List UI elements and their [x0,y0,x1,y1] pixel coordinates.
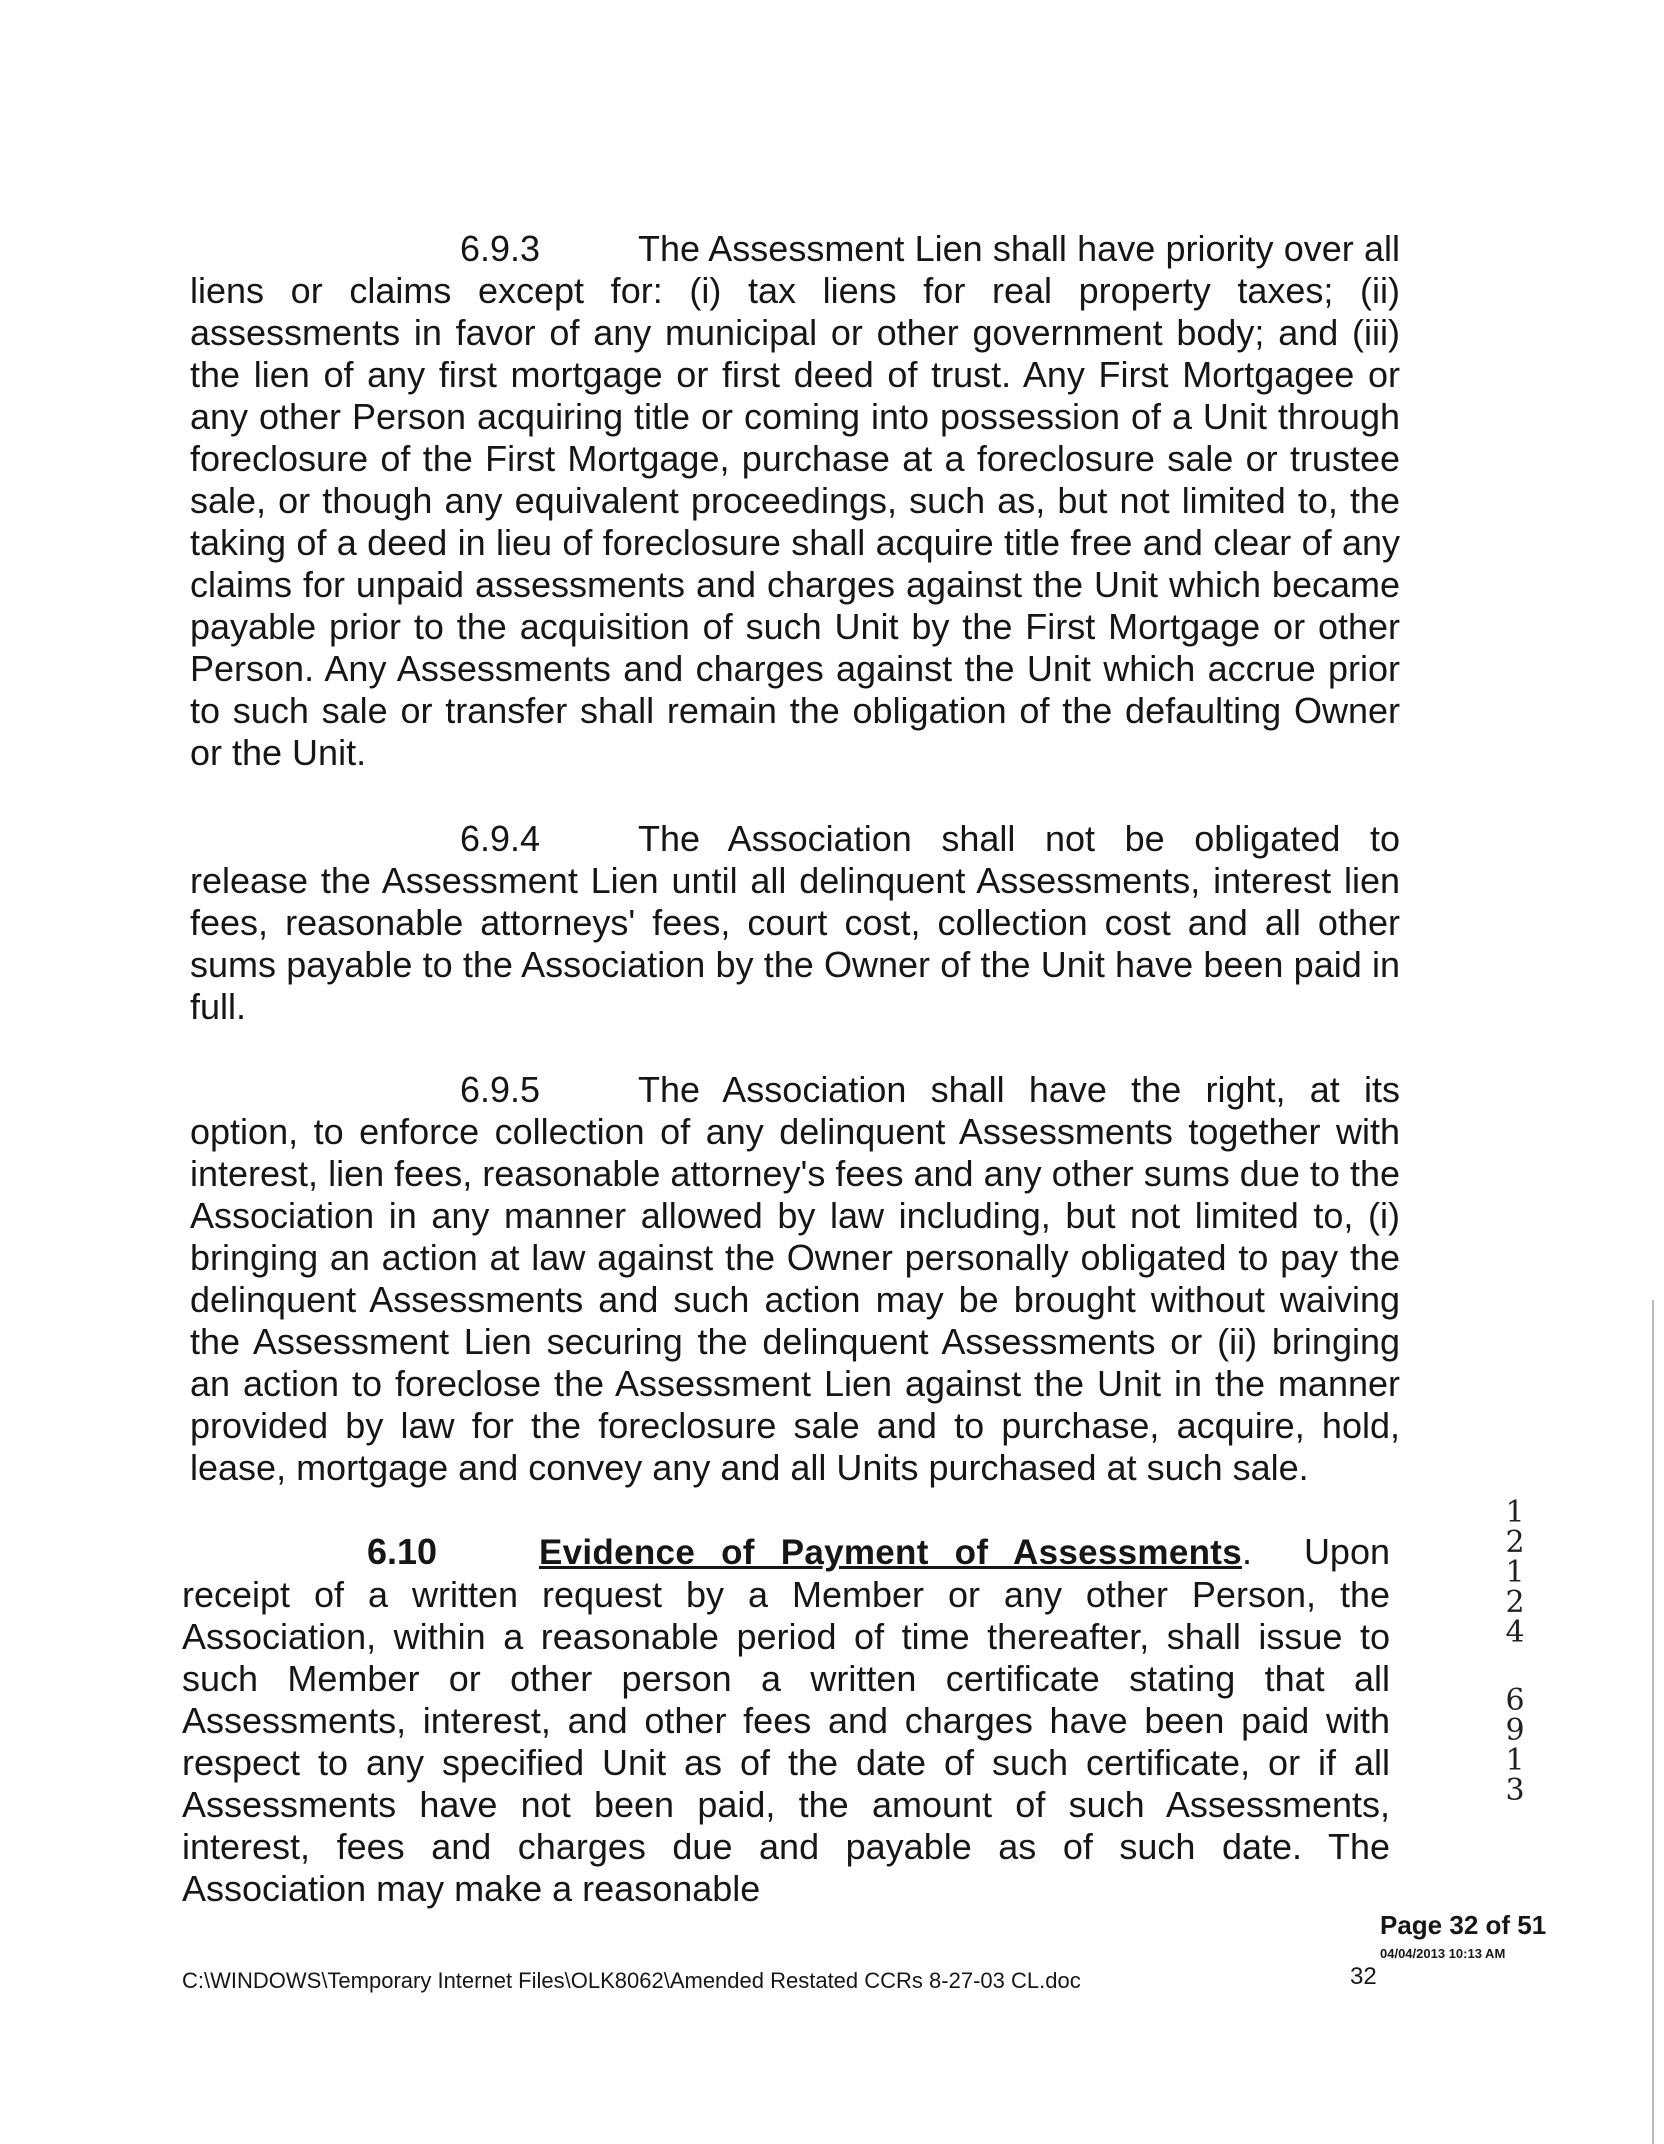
paragraph-text: The Association shall not be obligated to release the Assessment Lien until all delinquent Assessments, interest lien fees, reasonable attorneys' fees, court cost, collection cost and all other sums payable to the Association by the Owner of the Unit have been paid in full. [190,818,1400,1027]
paragraph-text: The Assessment Lien shall have priority over all liens or claims except for: (i) tax liens for real property taxes; (ii) assessments in favor of any municipal or other government body; and (iii) the lien of any first mortgage or first deed of trust. Any First Mortgagee or any other Person acquiring title or coming into possession of a Unit through foreclosure of the First Mortgage, purchase at a foreclosure sale or trustee sale, or though any equivalent proceedings, such as, but not limited to, the taking of a deed in lieu of foreclosure shall acquire title free and clear of any claims for unpaid assessments and charges against the Unit which became payable prior to the acquisition of such Unit by the First Mortgage or other Person. Any Assessments and charges against the Unit which accrue prior to such sale or transfer shall remain the obligation of the defaulting Owner or the Unit. [190,228,1400,773]
heading-period: . [1242,1531,1304,1572]
footer-page-number: 32 [1350,1963,1377,1990]
page-label: Page 32 of 51 [1380,1910,1547,1940]
paragraph-6-9-3 [190,228,1400,774]
stamp-timestamp: 04/04/2013 10:13 AM [1380,1946,1506,1961]
paragraph-text: The Association shall have the right, at its option, to enforce collection of any delinquent Assessments together with interest, lien fees, reasonable attorney's fees and any other sums due to the Association in any manner allowed by law including, but not limited to, (i) bringing an action at law against the Owner personally obligated to pay the delinquent Assessments and such action may be brought without waiving the Assessment Lien securing the delinquent Assessments or (ii) bringing an action to foreclose the Assessment Lien against the Unit in the manner provided by law for the foreclosure sale and to purchase, acquire, hold, lease, mortgage and convey any and all Units purchased at such sale. [190,1069,1400,1488]
paragraph-number: 6.9.3 [460,228,541,269]
stamp-digit: 1 [1505,1495,1525,1530]
stamp-digit: 1 [1505,1743,1525,1778]
section-text: Upon receipt of a written request by a Member or any other Person, the Association, within a reasonable period of time thereafter, shall issue to such Member or other person a written certificate stating that all Assessments, interest, and other fees and charges have been paid with respect to any specified Unit as of the date of such certificate, or if all Assessments have not been paid, the amount of such Assessments, interest, fees and charges due and payable as of such date. The Association may make a reasonable [182,1531,1390,1909]
section-number: 6.10 [367,1531,438,1572]
stamp-digit: 6 [1505,1683,1525,1718]
stamp-digit: 9 [1505,1713,1525,1748]
paragraph-number: 6.9.5 [460,1069,541,1110]
stamp-digit: 2 [1505,1585,1525,1620]
recording-stamp-digits [1500,1495,1530,1808]
paragraph-6-9-5 [190,1069,1400,1489]
stamp-digit: 2 [1505,1525,1525,1560]
section-6-10 [182,1531,1390,1910]
footer-file-path: C:\WINDOWS\Temporary Internet Files\OLK8062\Amended Restated CCRs 8-27-03 CL.doc [182,1968,1081,1993]
paragraph-number: 6.9.4 [460,818,541,859]
stamp-digit: 4 [1505,1615,1525,1650]
section-heading: Evidence of Payment of Assessments [539,1533,1242,1572]
scan-edge-line [1652,1300,1654,2144]
stamp-gap [1500,1648,1530,1686]
stamp-digit: 1 [1505,1555,1525,1590]
paragraph-6-9-4 [190,818,1400,1028]
stamp-digit: 3 [1505,1773,1525,1808]
